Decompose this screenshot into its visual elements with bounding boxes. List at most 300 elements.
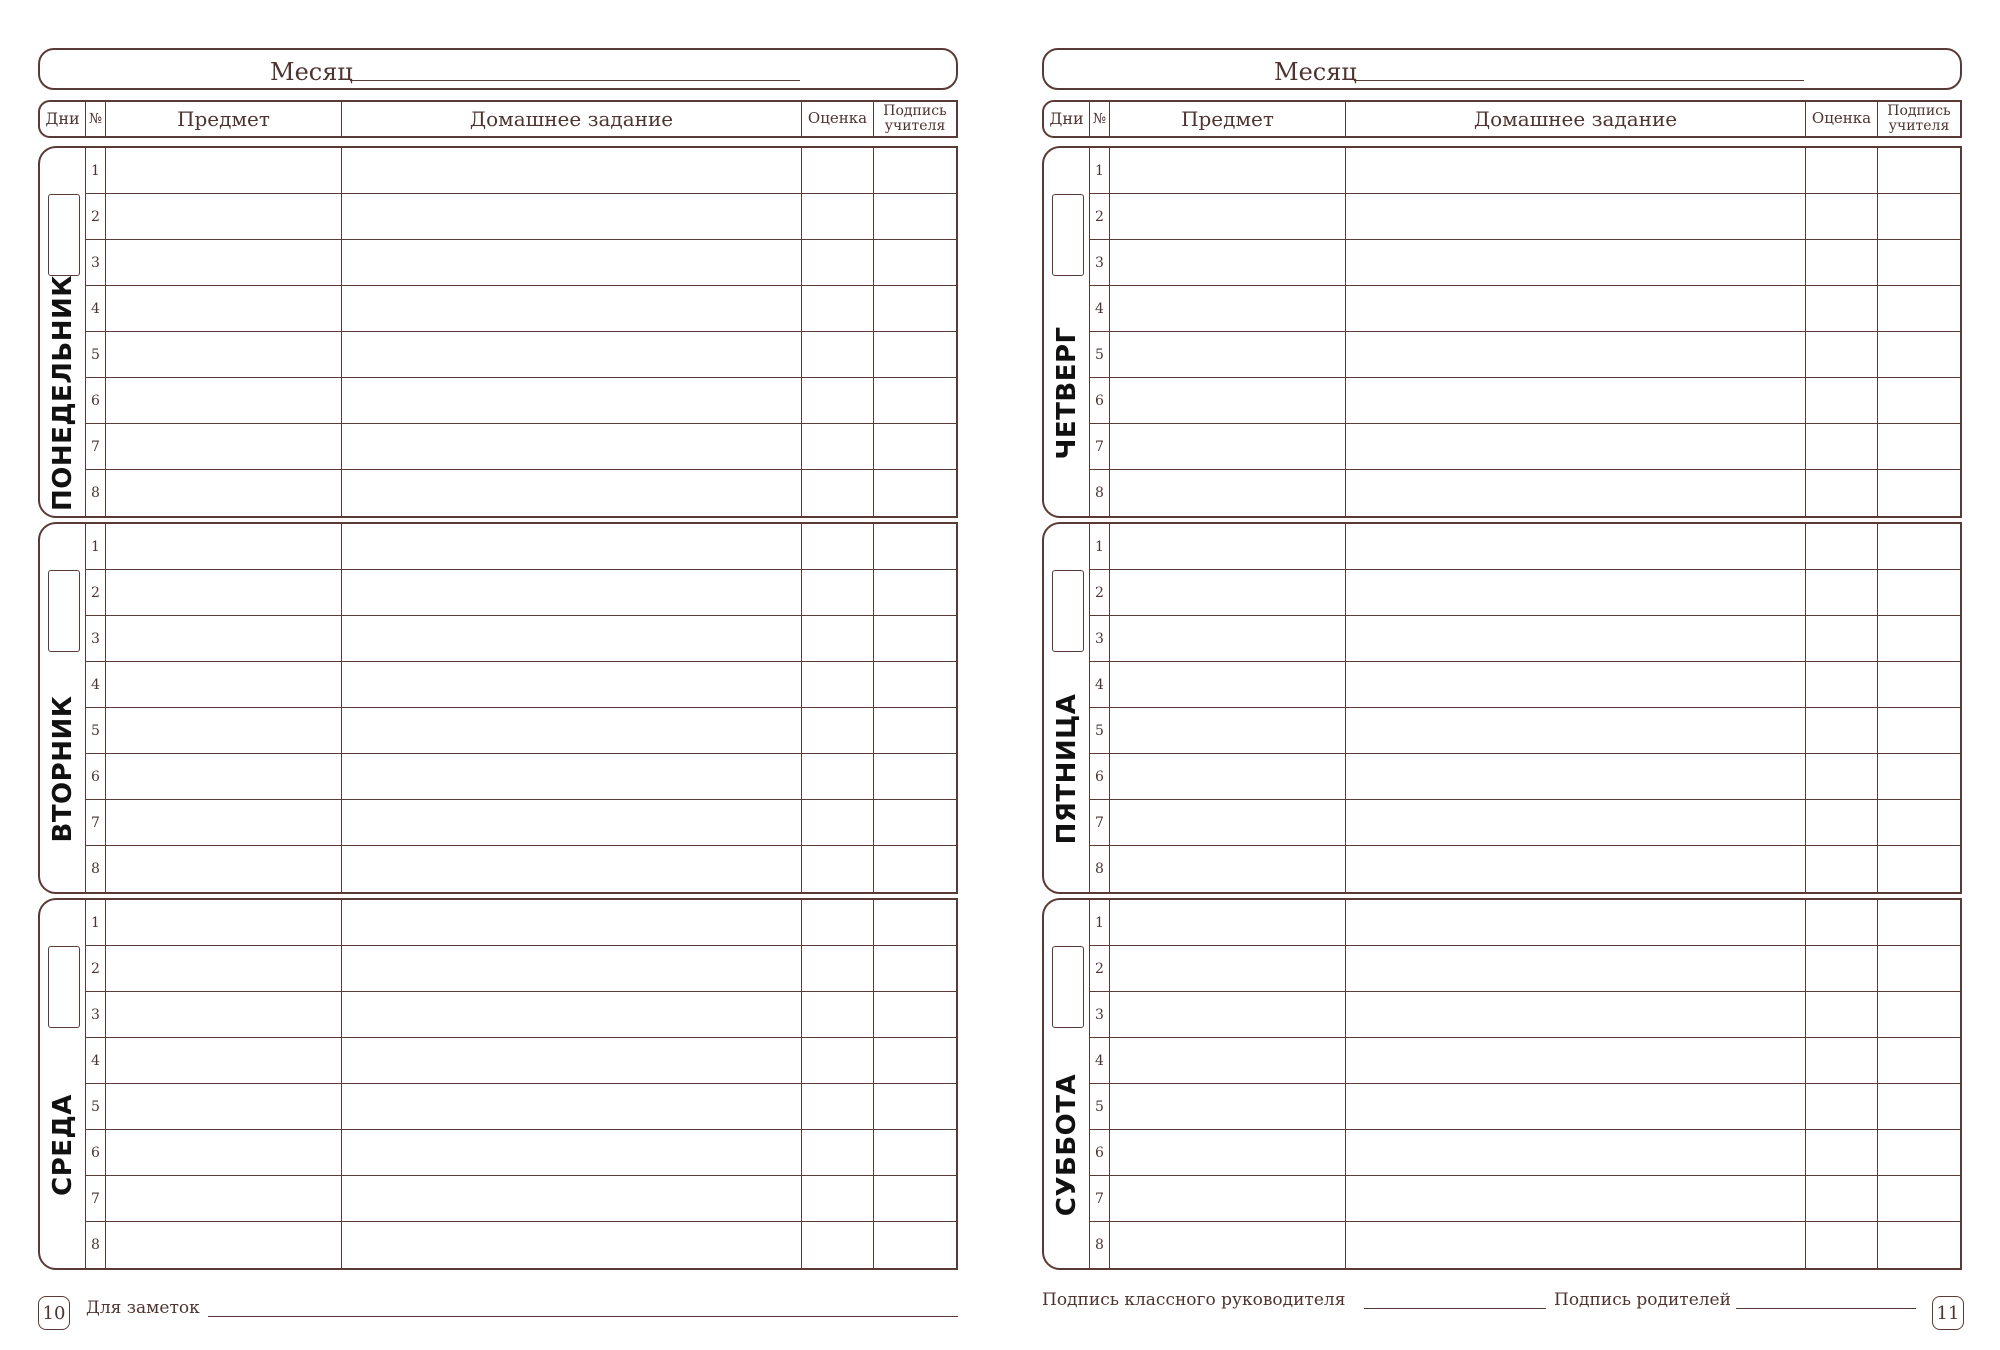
- teacher-sign-cell[interactable]: [874, 378, 956, 423]
- table-row: [86, 616, 956, 662]
- row-number: 2: [1090, 946, 1110, 991]
- homework-cell[interactable]: [342, 148, 802, 193]
- homework-cell[interactable]: [1346, 1084, 1806, 1129]
- subject-cell[interactable]: [106, 1222, 342, 1268]
- subject-cell[interactable]: [106, 570, 342, 615]
- grade-cell[interactable]: [802, 524, 874, 569]
- subject-cell[interactable]: [1110, 800, 1346, 845]
- grade-cell[interactable]: [1806, 992, 1878, 1037]
- day-name: ВТОРНИК: [48, 695, 78, 843]
- homework-cell[interactable]: [342, 800, 802, 845]
- teacher-sign-cell[interactable]: [874, 1176, 956, 1221]
- subject-cell[interactable]: [1110, 194, 1346, 239]
- subject-cell[interactable]: [106, 1176, 342, 1221]
- homework-cell[interactable]: [1346, 524, 1806, 569]
- header-number: №: [86, 102, 106, 136]
- day-name-column: [1044, 524, 1090, 892]
- subject-cell[interactable]: [1110, 946, 1346, 991]
- day-block-wednesday: [38, 898, 958, 1270]
- table-row: [86, 194, 956, 240]
- grade-cell[interactable]: [1806, 1176, 1878, 1221]
- table-row: [86, 1038, 956, 1084]
- grade-cell[interactable]: [802, 846, 874, 892]
- day-block-friday: [1042, 522, 1962, 894]
- subject-cell[interactable]: [1110, 900, 1346, 945]
- teacher-sign-cell[interactable]: [874, 1038, 956, 1083]
- homework-cell[interactable]: [1346, 900, 1806, 945]
- subject-cell[interactable]: [106, 708, 342, 753]
- row-number: 2: [1090, 570, 1110, 615]
- table-row: [86, 470, 956, 516]
- teacher-sign-cell[interactable]: [874, 1084, 956, 1129]
- homework-cell[interactable]: [342, 332, 802, 377]
- table-row: [1090, 424, 1960, 470]
- teacher-sign-cell[interactable]: [1878, 946, 1960, 991]
- row-number: 5: [1090, 708, 1110, 753]
- subject-cell[interactable]: [106, 800, 342, 845]
- homework-cell[interactable]: [342, 1222, 802, 1268]
- homework-cell[interactable]: [1346, 662, 1806, 707]
- subject-cell[interactable]: [106, 946, 342, 991]
- day-block-monday: [38, 146, 958, 518]
- subject-cell[interactable]: [106, 332, 342, 377]
- subject-cell[interactable]: [106, 1084, 342, 1129]
- day-block-tuesday: [38, 522, 958, 894]
- subject-cell[interactable]: [1110, 1176, 1346, 1221]
- row-number: 5: [86, 708, 106, 753]
- teacher-sign-cell[interactable]: [1878, 1222, 1960, 1268]
- row-number: 1: [1090, 524, 1110, 569]
- teacher-sign-cell[interactable]: [874, 992, 956, 1037]
- homework-cell[interactable]: [1346, 846, 1806, 892]
- grade-cell[interactable]: [1806, 616, 1878, 661]
- teacher-sign-cell[interactable]: [874, 240, 956, 285]
- table-row: [1090, 1222, 1960, 1268]
- row-number: 7: [86, 800, 106, 845]
- subject-cell[interactable]: [1110, 754, 1346, 799]
- day-name: ЧЕТВЕРГ: [1052, 326, 1082, 460]
- homework-cell[interactable]: [1346, 946, 1806, 991]
- teacher-sign-cell[interactable]: [874, 800, 956, 845]
- homework-cell[interactable]: [1346, 470, 1806, 516]
- teacher-sign-cell[interactable]: [874, 754, 956, 799]
- row-number: 7: [1090, 424, 1110, 469]
- row-number: 5: [86, 1084, 106, 1129]
- teacher-sign-cell[interactable]: [874, 1130, 956, 1175]
- subject-cell[interactable]: [106, 148, 342, 193]
- subject-cell[interactable]: [1110, 332, 1346, 377]
- teacher-sign-cell[interactable]: [874, 424, 956, 469]
- teacher-sign-cell[interactable]: [1878, 846, 1960, 892]
- teacher-sign-cell[interactable]: [874, 194, 956, 239]
- homework-cell[interactable]: [342, 992, 802, 1037]
- teacher-sign-cell[interactable]: [874, 846, 956, 892]
- date-box[interactable]: [48, 946, 80, 1028]
- subject-cell[interactable]: [106, 992, 342, 1037]
- homework-cell[interactable]: [342, 1176, 802, 1221]
- subject-cell[interactable]: [106, 286, 342, 331]
- row-number: 2: [1090, 194, 1110, 239]
- teacher-sign-cell[interactable]: [1878, 900, 1960, 945]
- subject-cell[interactable]: [106, 424, 342, 469]
- subject-cell[interactable]: [1110, 708, 1346, 753]
- grade-cell[interactable]: [802, 194, 874, 239]
- month-bar: [38, 48, 958, 90]
- table-row: [86, 992, 956, 1038]
- row-number: 6: [1090, 1130, 1110, 1175]
- row-number: 7: [86, 424, 106, 469]
- subject-cell[interactable]: [1110, 148, 1346, 193]
- grade-cell[interactable]: [802, 1222, 874, 1268]
- date-box[interactable]: [48, 194, 80, 276]
- table-row: [1090, 662, 1960, 708]
- table-row: [1090, 1038, 1960, 1084]
- grade-cell[interactable]: [1806, 846, 1878, 892]
- parents-signature-line[interactable]: [1736, 1308, 1916, 1309]
- homework-cell[interactable]: [342, 1038, 802, 1083]
- table-row: [1090, 378, 1960, 424]
- day-name: СРЕДА: [48, 1094, 78, 1196]
- grade-cell[interactable]: [1806, 946, 1878, 991]
- grade-cell[interactable]: [802, 332, 874, 377]
- subject-cell[interactable]: [106, 846, 342, 892]
- table-row: [86, 1222, 956, 1268]
- homework-cell[interactable]: [342, 662, 802, 707]
- grade-cell[interactable]: [1806, 194, 1878, 239]
- teacher-sign-cell[interactable]: [874, 570, 956, 615]
- table-row: [1090, 846, 1960, 892]
- grade-cell[interactable]: [1806, 570, 1878, 615]
- grade-cell[interactable]: [802, 286, 874, 331]
- teacher-sign-cell[interactable]: [1878, 754, 1960, 799]
- homework-cell[interactable]: [1346, 332, 1806, 377]
- teacher-sign-cell[interactable]: [874, 148, 956, 193]
- table-row: [1090, 946, 1960, 992]
- row-number: 5: [86, 332, 106, 377]
- teacher-sign-cell[interactable]: [1878, 148, 1960, 193]
- row-number: 1: [1090, 148, 1110, 193]
- teacher-sign-cell[interactable]: [1878, 194, 1960, 239]
- subject-cell[interactable]: [1110, 1130, 1346, 1175]
- grade-cell[interactable]: [1806, 286, 1878, 331]
- homework-cell[interactable]: [342, 286, 802, 331]
- subject-cell[interactable]: [106, 524, 342, 569]
- grade-cell[interactable]: [1806, 240, 1878, 285]
- grade-cell[interactable]: [802, 378, 874, 423]
- table-row: [1090, 470, 1960, 516]
- grade-cell[interactable]: [802, 946, 874, 991]
- table-row: [1090, 332, 1960, 378]
- page-number: 11: [1932, 1296, 1964, 1330]
- notes-label: Для заметок: [86, 1298, 200, 1318]
- homework-cell[interactable]: [342, 240, 802, 285]
- grade-cell[interactable]: [802, 900, 874, 945]
- subject-cell[interactable]: [106, 378, 342, 423]
- grade-cell[interactable]: [802, 616, 874, 661]
- table-row: [1090, 992, 1960, 1038]
- table-row: [86, 800, 956, 846]
- grade-cell[interactable]: [1806, 378, 1878, 423]
- homework-cell[interactable]: [342, 378, 802, 423]
- day-name-column: [1044, 148, 1090, 516]
- row-number: 6: [86, 1130, 106, 1175]
- teacher-sign-cell[interactable]: [874, 286, 956, 331]
- row-number: 6: [86, 754, 106, 799]
- teacher-sign-cell[interactable]: [1878, 1084, 1960, 1129]
- grade-cell[interactable]: [1806, 1222, 1878, 1268]
- grade-cell[interactable]: [802, 148, 874, 193]
- subject-cell[interactable]: [1110, 470, 1346, 516]
- homework-cell[interactable]: [342, 194, 802, 239]
- subject-cell[interactable]: [106, 900, 342, 945]
- header-subject: Предмет: [106, 102, 342, 136]
- subject-cell[interactable]: [1110, 524, 1346, 569]
- day-name-column: [40, 524, 86, 892]
- table-row: [86, 1130, 956, 1176]
- table-row: [86, 946, 956, 992]
- teacher-sign-cell[interactable]: [1878, 378, 1960, 423]
- table-row: [86, 332, 956, 378]
- table-row: [86, 754, 956, 800]
- date-box[interactable]: [1052, 570, 1084, 652]
- homework-cell[interactable]: [1346, 1222, 1806, 1268]
- row-number: 8: [1090, 470, 1110, 516]
- grade-cell[interactable]: [1806, 800, 1878, 845]
- teacher-sign-cell[interactable]: [1878, 708, 1960, 753]
- teacher-sign-cell[interactable]: [1878, 470, 1960, 516]
- homework-cell[interactable]: [342, 524, 802, 569]
- class-teacher-signature-line[interactable]: [1364, 1308, 1546, 1309]
- teacher-sign-cell[interactable]: [874, 662, 956, 707]
- day-name: СУББОТА: [1052, 1073, 1082, 1217]
- grade-cell[interactable]: [1806, 332, 1878, 377]
- row-number: 2: [86, 570, 106, 615]
- table-row: [1090, 1176, 1960, 1222]
- header-grade: Оценка: [802, 102, 874, 136]
- homework-cell[interactable]: [1346, 424, 1806, 469]
- homework-cell[interactable]: [1346, 800, 1806, 845]
- subject-cell[interactable]: [106, 1130, 342, 1175]
- grade-cell[interactable]: [1806, 754, 1878, 799]
- row-number: 3: [1090, 616, 1110, 661]
- right-page: [1000, 0, 2000, 1350]
- header-days: Дни: [40, 102, 86, 136]
- teacher-sign-cell[interactable]: [1878, 286, 1960, 331]
- teacher-sign-cell[interactable]: [874, 616, 956, 661]
- row-number: 1: [86, 900, 106, 945]
- row-number: 7: [86, 1176, 106, 1221]
- subject-cell[interactable]: [1110, 378, 1346, 423]
- table-row: [1090, 286, 1960, 332]
- homework-cell[interactable]: [342, 754, 802, 799]
- month-label: Месяц: [270, 58, 353, 86]
- teacher-sign-cell[interactable]: [1878, 1038, 1960, 1083]
- grade-cell[interactable]: [1806, 708, 1878, 753]
- subject-cell[interactable]: [1110, 1222, 1346, 1268]
- grade-cell[interactable]: [1806, 1084, 1878, 1129]
- teacher-sign-cell[interactable]: [1878, 570, 1960, 615]
- grade-cell[interactable]: [802, 1176, 874, 1221]
- homework-cell[interactable]: [1346, 616, 1806, 661]
- grade-cell[interactable]: [1806, 470, 1878, 516]
- subject-cell[interactable]: [1110, 286, 1346, 331]
- teacher-sign-cell[interactable]: [874, 524, 956, 569]
- subject-cell[interactable]: [1110, 570, 1346, 615]
- date-box[interactable]: [48, 570, 80, 652]
- grade-cell[interactable]: [802, 1084, 874, 1129]
- date-box[interactable]: [1052, 194, 1084, 276]
- row-number: 6: [1090, 378, 1110, 423]
- row-number: 5: [1090, 332, 1110, 377]
- footer-notes: [38, 1296, 958, 1336]
- homework-cell[interactable]: [342, 900, 802, 945]
- day-block-saturday: [1042, 898, 1962, 1270]
- subject-cell[interactable]: [1110, 240, 1346, 285]
- teacher-sign-cell[interactable]: [874, 470, 956, 516]
- grade-cell[interactable]: [1806, 524, 1878, 569]
- homework-cell[interactable]: [1346, 1176, 1806, 1221]
- homework-cell[interactable]: [342, 1130, 802, 1175]
- homework-cell[interactable]: [1346, 992, 1806, 1037]
- header-teacher-sign: Подпись учителя: [1887, 103, 1951, 134]
- teacher-sign-cell[interactable]: [874, 332, 956, 377]
- teacher-sign-cell[interactable]: [1878, 616, 1960, 661]
- homework-cell[interactable]: [342, 1084, 802, 1129]
- subject-cell[interactable]: [106, 754, 342, 799]
- grade-cell[interactable]: [802, 754, 874, 799]
- page-number: 10: [38, 1296, 70, 1330]
- grade-cell[interactable]: [1806, 148, 1878, 193]
- grade-cell[interactable]: [1806, 662, 1878, 707]
- homework-cell[interactable]: [342, 470, 802, 516]
- subject-cell[interactable]: [1110, 1038, 1346, 1083]
- header-homework: Домашнее задание: [1346, 102, 1806, 136]
- day-name-column: [40, 148, 86, 516]
- teacher-sign-cell[interactable]: [1878, 240, 1960, 285]
- grade-cell[interactable]: [1806, 424, 1878, 469]
- row-number: 1: [86, 148, 106, 193]
- homework-cell[interactable]: [1346, 378, 1806, 423]
- subject-cell[interactable]: [106, 662, 342, 707]
- homework-cell[interactable]: [1346, 754, 1806, 799]
- month-label: Месяц: [1274, 58, 1357, 86]
- grade-cell[interactable]: [1806, 900, 1878, 945]
- homework-cell[interactable]: [1346, 570, 1806, 615]
- table-header: [38, 100, 958, 138]
- subject-cell[interactable]: [1110, 424, 1346, 469]
- homework-cell[interactable]: [1346, 286, 1806, 331]
- homework-cell[interactable]: [342, 424, 802, 469]
- subject-cell[interactable]: [1110, 662, 1346, 707]
- row-number: 3: [1090, 992, 1110, 1037]
- table-row: [86, 524, 956, 570]
- teacher-sign-cell[interactable]: [1878, 662, 1960, 707]
- subject-cell[interactable]: [1110, 1084, 1346, 1129]
- homework-cell[interactable]: [342, 616, 802, 661]
- header-number: №: [1090, 102, 1110, 136]
- homework-cell[interactable]: [342, 846, 802, 892]
- homework-cell[interactable]: [1346, 1130, 1806, 1175]
- subject-cell[interactable]: [106, 240, 342, 285]
- grade-cell[interactable]: [802, 800, 874, 845]
- table-row: [1090, 900, 1960, 946]
- homework-cell[interactable]: [1346, 240, 1806, 285]
- teacher-sign-cell[interactable]: [874, 708, 956, 753]
- month-bar: [1042, 48, 1962, 90]
- row-number: 4: [1090, 1038, 1110, 1083]
- table-row: [86, 240, 956, 286]
- table-row: [1090, 524, 1960, 570]
- grade-cell[interactable]: [1806, 1038, 1878, 1083]
- month-input-line[interactable]: [1354, 80, 1804, 81]
- subject-cell[interactable]: [106, 616, 342, 661]
- row-number: 5: [1090, 1084, 1110, 1129]
- table-row: [1090, 570, 1960, 616]
- homework-cell[interactable]: [1346, 1038, 1806, 1083]
- subject-cell[interactable]: [1110, 846, 1346, 892]
- teacher-sign-cell[interactable]: [1878, 524, 1960, 569]
- table-row: [1090, 240, 1960, 286]
- homework-cell[interactable]: [342, 708, 802, 753]
- row-number: 2: [86, 194, 106, 239]
- subject-cell[interactable]: [1110, 616, 1346, 661]
- grade-cell[interactable]: [802, 992, 874, 1037]
- subject-cell[interactable]: [106, 1038, 342, 1083]
- teacher-sign-cell[interactable]: [874, 900, 956, 945]
- grade-cell[interactable]: [802, 240, 874, 285]
- teacher-sign-cell[interactable]: [874, 946, 956, 991]
- subject-cell[interactable]: [106, 470, 342, 516]
- table-row: [86, 708, 956, 754]
- row-number: 3: [86, 240, 106, 285]
- teacher-sign-cell[interactable]: [1878, 424, 1960, 469]
- homework-cell[interactable]: [1346, 708, 1806, 753]
- grade-cell[interactable]: [802, 1038, 874, 1083]
- month-input-line[interactable]: [350, 80, 800, 81]
- homework-cell[interactable]: [1346, 148, 1806, 193]
- grade-cell[interactable]: [802, 1130, 874, 1175]
- table-row: [1090, 1130, 1960, 1176]
- teacher-sign-cell[interactable]: [1878, 992, 1960, 1037]
- row-number: 6: [86, 378, 106, 423]
- table-row: [86, 286, 956, 332]
- grade-cell[interactable]: [802, 570, 874, 615]
- notes-input-line[interactable]: [208, 1316, 958, 1317]
- row-number: 4: [1090, 286, 1110, 331]
- date-box[interactable]: [1052, 946, 1084, 1028]
- teacher-sign-cell[interactable]: [1878, 800, 1960, 845]
- grade-cell[interactable]: [802, 708, 874, 753]
- grade-cell[interactable]: [1806, 1130, 1878, 1175]
- row-number: 4: [1090, 662, 1110, 707]
- teacher-sign-cell[interactable]: [1878, 1130, 1960, 1175]
- table-row: [1090, 1084, 1960, 1130]
- teacher-sign-cell[interactable]: [1878, 1176, 1960, 1221]
- grade-cell[interactable]: [802, 424, 874, 469]
- table-row: [1090, 754, 1960, 800]
- teacher-sign-cell[interactable]: [874, 1222, 956, 1268]
- grade-cell[interactable]: [802, 662, 874, 707]
- row-number: 1: [1090, 900, 1110, 945]
- teacher-sign-cell[interactable]: [1878, 332, 1960, 377]
- subject-cell[interactable]: [106, 194, 342, 239]
- subject-cell[interactable]: [1110, 992, 1346, 1037]
- homework-cell[interactable]: [342, 946, 802, 991]
- homework-cell[interactable]: [342, 570, 802, 615]
- grade-cell[interactable]: [802, 470, 874, 516]
- header-homework: Домашнее задание: [342, 102, 802, 136]
- homework-cell[interactable]: [1346, 194, 1806, 239]
